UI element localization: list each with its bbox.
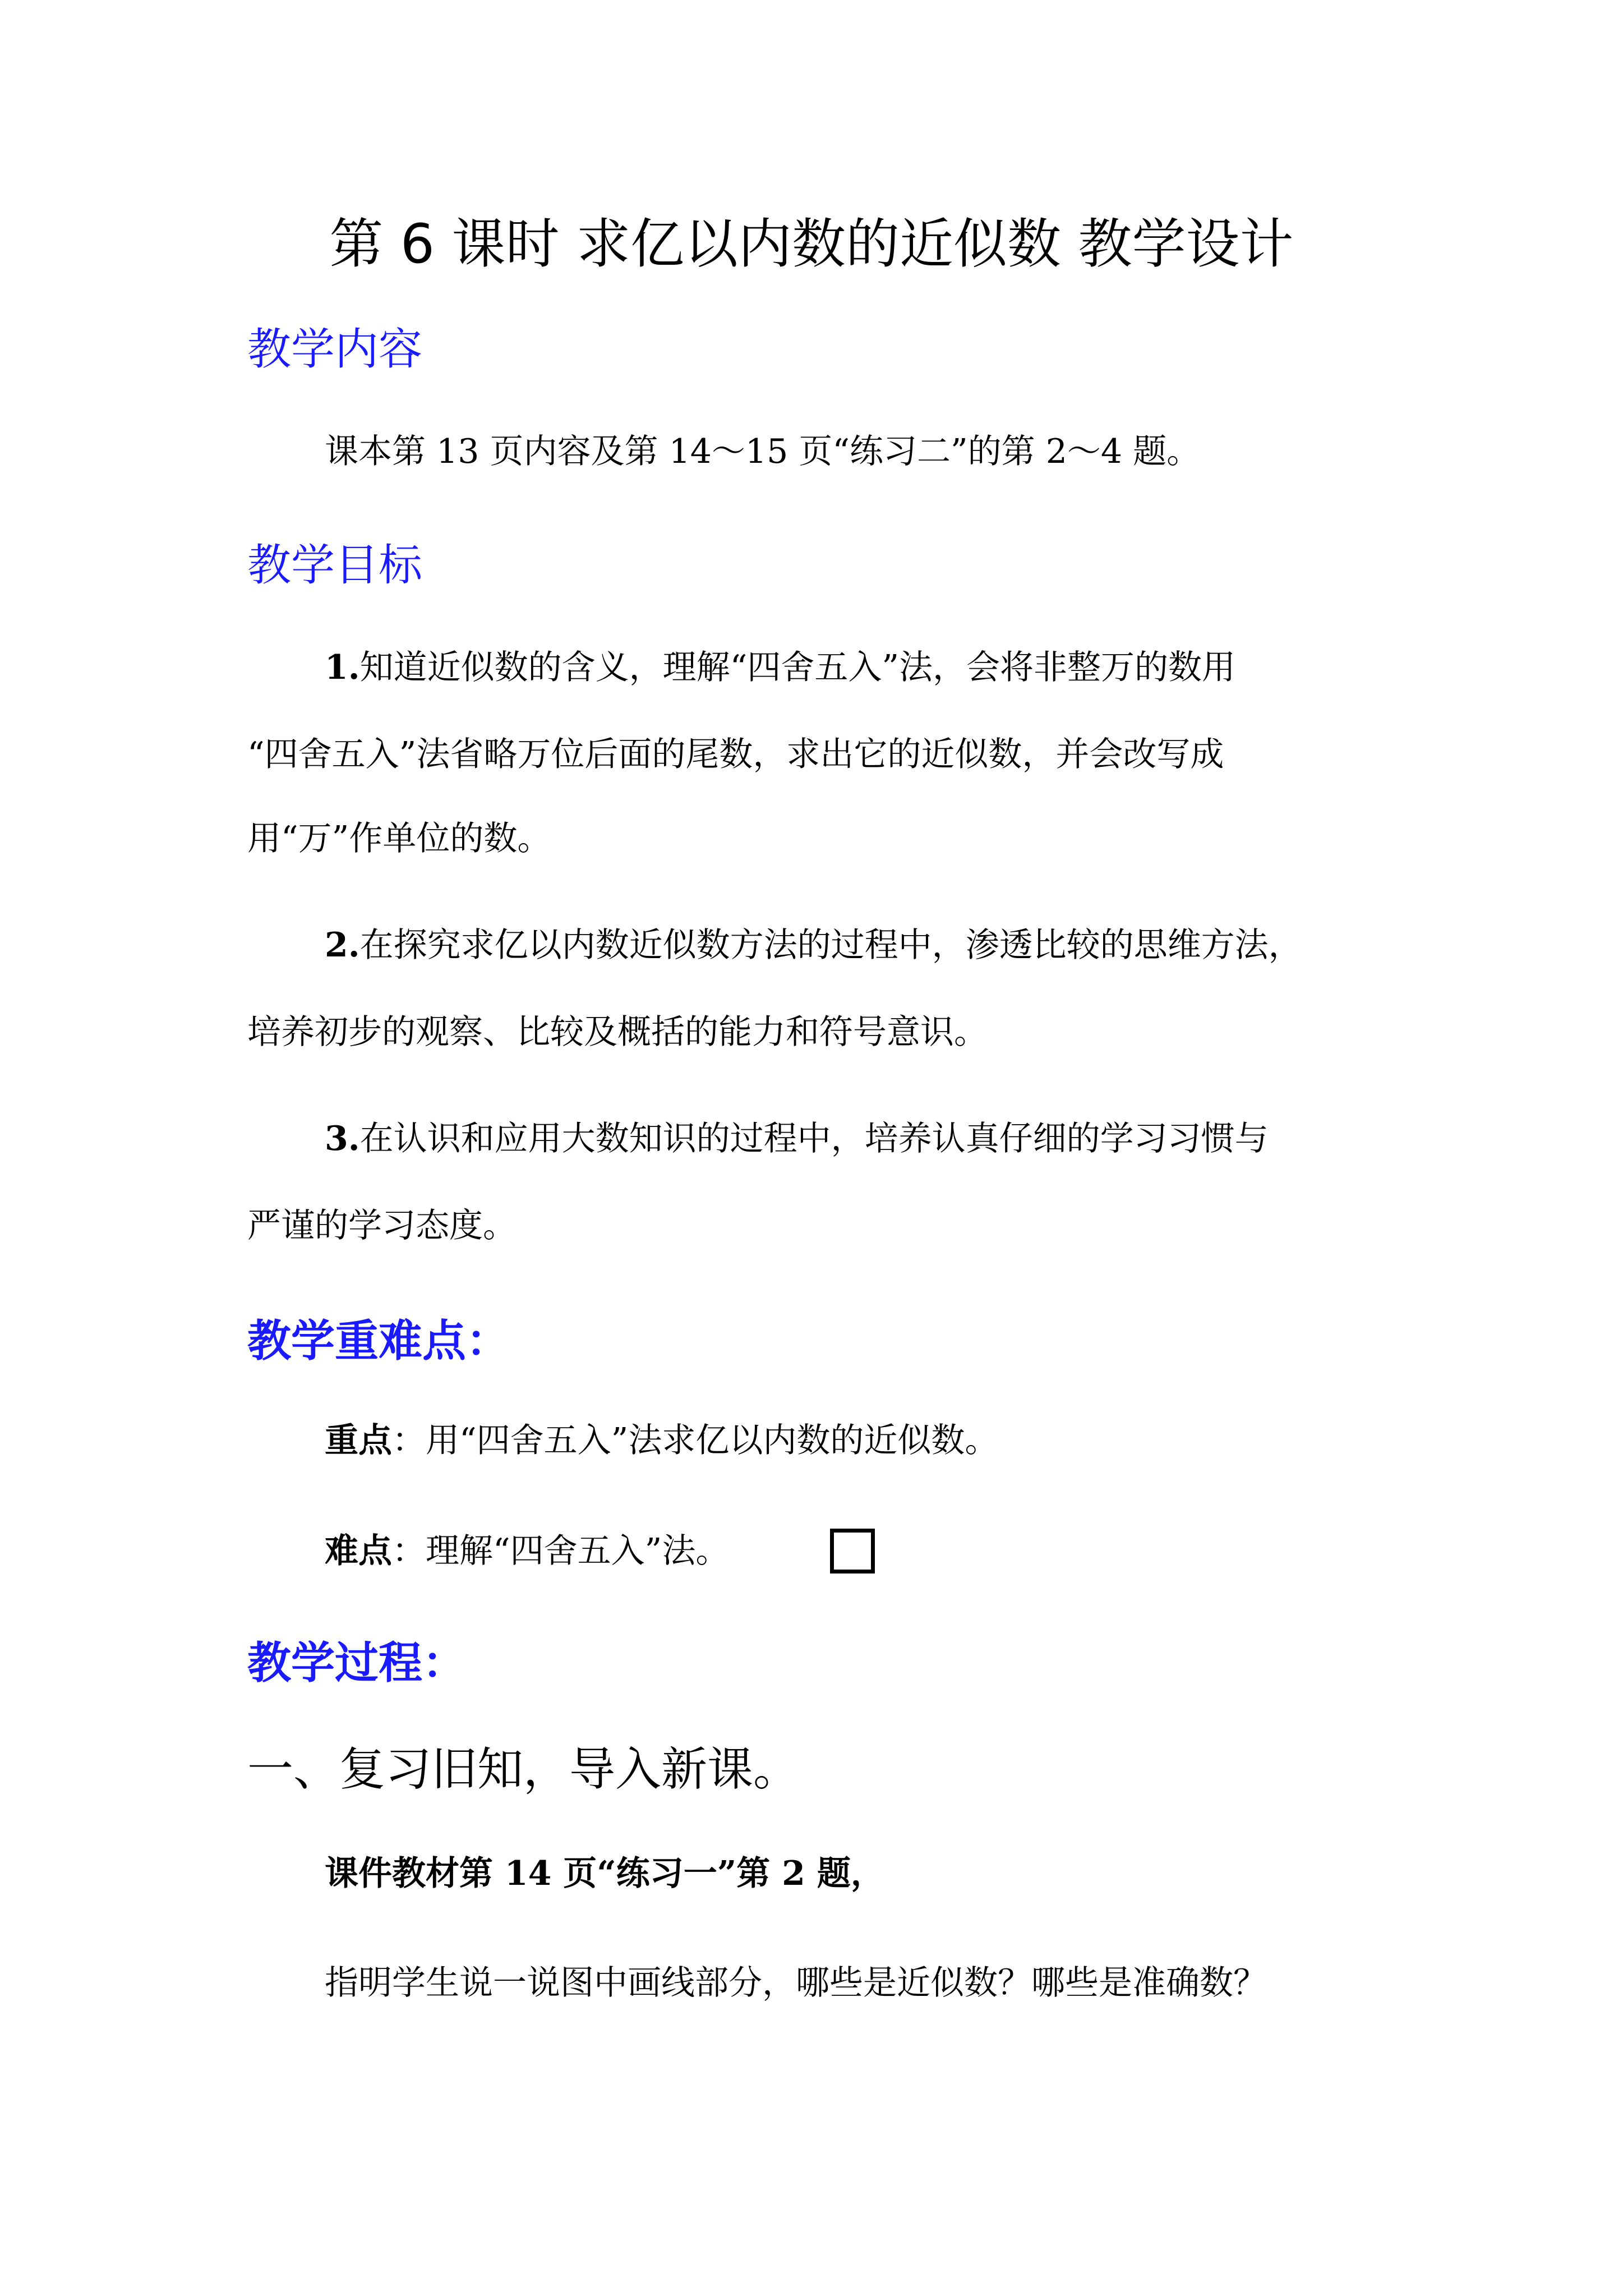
goal-1-line-2-text: “四舍五入”法省略万位后面的尾数，求出它的近似数，并会改写成: [247, 735, 1224, 774]
teaching-content-text: 课本第 13 页内容及第 14～15 页“练习二”的第 2～4 题。: [325, 432, 1201, 471]
empty-checkbox[interactable]: [830, 1529, 875, 1573]
goal-2-line-1-text: 在探究求亿以内数近似数方法的过程中，渗透比较的思维方法，: [359, 926, 1302, 965]
goal-3-line-1-text: 在认识和应用大数知识的过程中，培养认真仔细的学习习惯与: [359, 1119, 1269, 1158]
difficulty-label: 难点: [325, 1531, 392, 1571]
goal-2-line-2: [247, 1010, 988, 1055]
difficulty-line: [325, 1529, 729, 1573]
goal-1-line-3: [247, 816, 551, 861]
goal-1-line-1-text: 知道近似数的含义，理解“四舍五入”法，会将非整万的数用: [359, 648, 1235, 687]
goal-3-number: 3.: [325, 1119, 360, 1158]
goal-3-line-2-text: 严谨的学习态度。: [247, 1206, 517, 1245]
goal-2-number: 2.: [325, 926, 360, 965]
heading-teaching-goals: 教学目标: [247, 540, 423, 591]
document-title: 第 6 课时 求亿以内数的近似数 教学设计: [329, 213, 1294, 275]
process-part-1-text: 指明学生说一说图中画线部分，哪些是近似数？哪些是准确数？: [325, 1963, 1267, 2003]
heading-teaching-process: 教学过程：: [247, 1638, 467, 1688]
heading-key-points: 教学重难点：: [247, 1316, 510, 1366]
goal-1-line-1: [325, 645, 1235, 690]
process-part-1-subheading: 课件教材第 14 页“练习一”第 2 题，: [325, 1854, 884, 1893]
goal-1-line-2: [247, 732, 1224, 777]
key-point-line: [325, 1418, 998, 1463]
goal-3-line-1: [325, 1116, 1269, 1161]
goal-1-line-3-text: 用“万”作单位的数。: [247, 819, 551, 858]
process-part-1-heading: 一、复习旧知，导入新课。: [247, 1743, 800, 1796]
goal-3-line-2: [247, 1203, 517, 1248]
goal-2-line-2-text: 培养初步的观察、比较及概括的能力和符号意识。: [247, 1013, 988, 1052]
heading-teaching-content: 教学内容: [247, 324, 423, 375]
goal-2-line-1: [325, 923, 1302, 968]
difficulty-text: ：理解“四舍五入”法。: [392, 1531, 730, 1571]
key-point-label: 重点: [325, 1421, 392, 1460]
key-point-text: ：用“四舍五入”法求亿以内数的近似数。: [392, 1421, 999, 1460]
goal-1-number: 1.: [325, 648, 360, 687]
